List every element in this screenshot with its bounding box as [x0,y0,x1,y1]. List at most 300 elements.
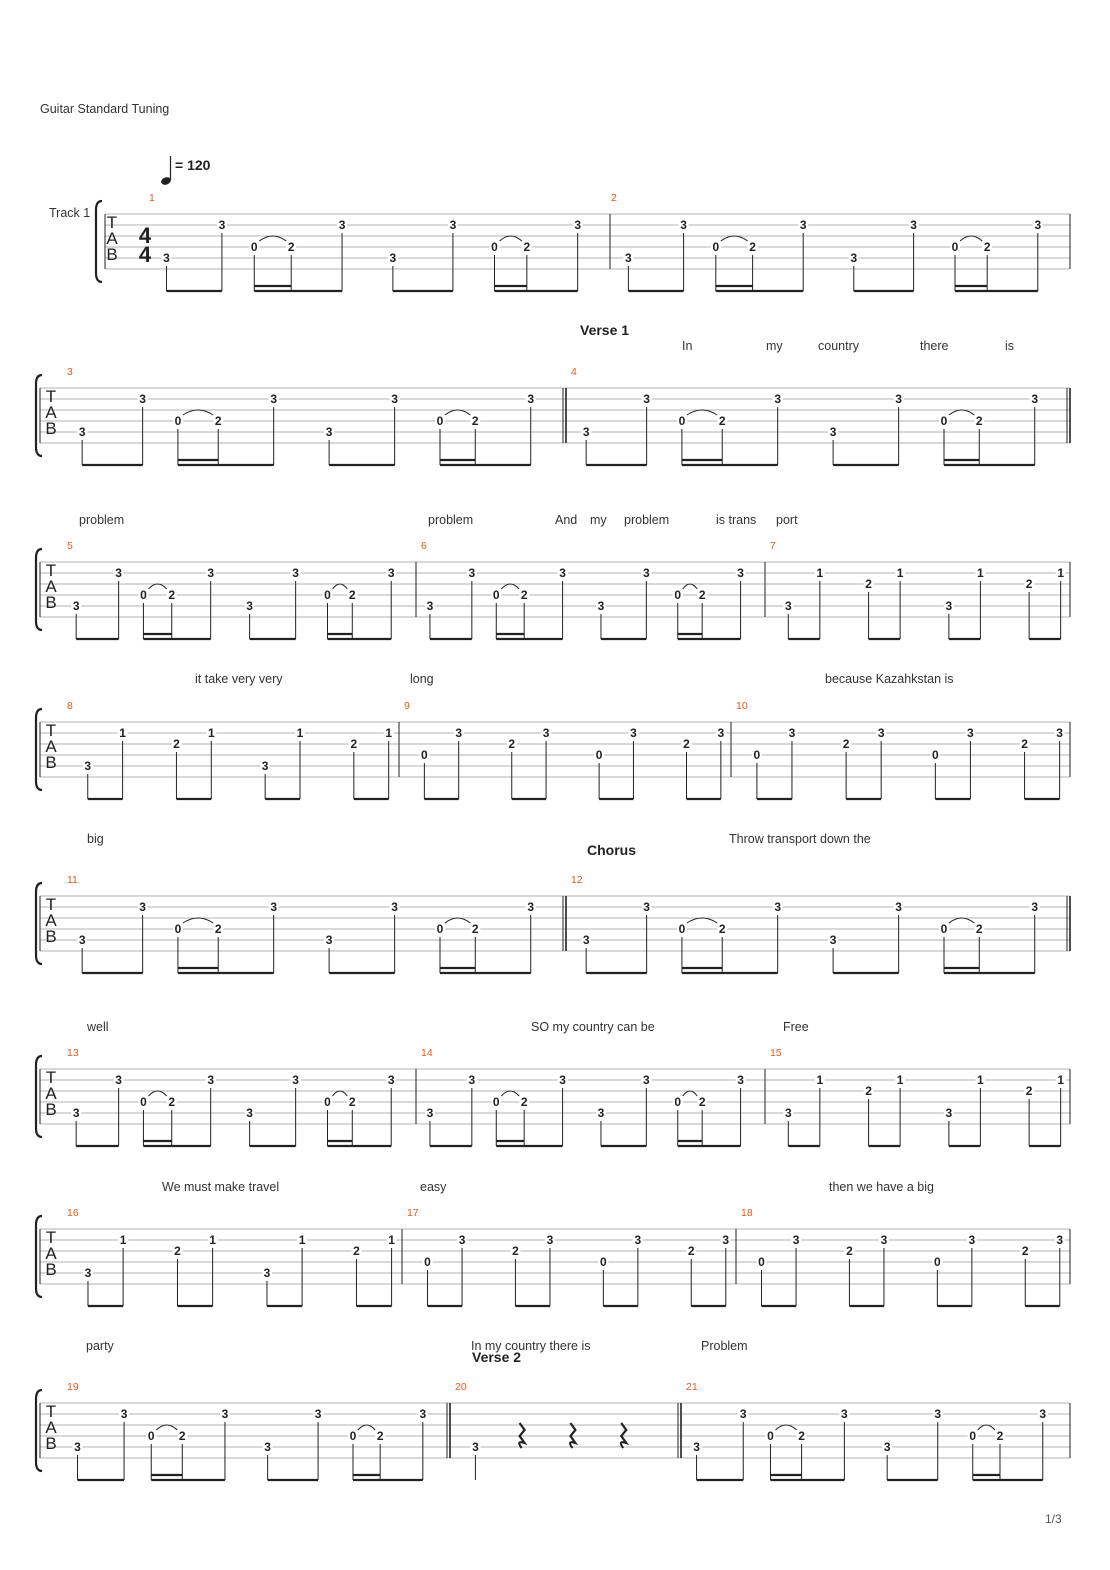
fret-number: 3 [559,566,566,580]
fret-number: 3 [449,218,457,232]
slur [721,236,748,241]
measure-number: 2 [611,192,617,204]
fret-number: 2 [520,1095,528,1109]
fret-number: 3 [967,726,974,740]
fret-number: 0 [421,748,428,762]
tab-letter-a: A [106,229,118,248]
fret-number: 3 [455,726,463,740]
fret-number: 3 [597,1106,605,1120]
measure-number: 19 [67,1381,79,1393]
fret-number: 3 [419,1407,427,1421]
fret-number: 2 [749,240,756,254]
system-bracket [36,883,42,964]
measure-11 [67,874,536,973]
fret-number: 3 [643,392,650,406]
fret-number: 2 [1025,577,1033,591]
measure-number: 7 [770,540,776,552]
fret-number: 3 [74,1440,81,1454]
fret-number: 3 [391,392,398,406]
fret-number: 3 [325,933,333,947]
measure-number: 6 [421,540,427,552]
tab-letter-t: T [45,1068,57,1087]
fret-number: 3 [895,392,902,406]
tab-letter-t: T [45,895,57,914]
fret-number: 1 [296,726,304,740]
measure-19 [67,1381,428,1480]
fret-number: 3 [737,566,744,580]
fret-number: 1 [816,1073,824,1087]
page-number: 1/3 [1045,1512,1062,1526]
system-5 [36,832,1070,973]
measure-number: 17 [407,1207,419,1219]
slur [949,918,974,923]
system-bracket [36,1216,42,1297]
fret-number: 0 [678,922,686,936]
tab-letter-a: A [45,403,57,422]
fret-number: 3 [582,933,590,947]
measure-12 [571,874,1040,973]
slur [333,1091,348,1096]
fret-number: 3 [1056,1233,1064,1247]
fret-number: 2 [698,588,706,602]
fret-number: 3 [737,1073,744,1087]
tab-letter-a: A [45,911,57,930]
measure-21 [686,1381,1048,1480]
fret-number: 1 [977,566,984,580]
measure-1 [149,192,583,291]
measure-number: 15 [770,1047,782,1059]
fret-number: 1 [977,1073,984,1087]
fret-number: 3 [774,900,782,914]
fret-number: 2 [975,414,983,428]
section-marker: Chorus [587,842,636,858]
measure-15 [770,1047,1066,1146]
measure-14 [421,1047,746,1146]
slur [501,584,519,589]
fret-number: 0 [933,1255,941,1269]
fret-number: 0 [969,1429,977,1443]
fret-number: 3 [559,1073,566,1087]
fret-number: 2 [718,414,726,428]
measure-5 [67,540,396,639]
fret-number: 3 [597,599,605,613]
fret-number: 3 [389,251,397,265]
lyric-text: problem [624,513,670,527]
fret-number: 2 [975,922,983,936]
fret-number: 0 [758,1255,765,1269]
fret-number: 3 [1039,1407,1047,1421]
fret-number: 0 [678,414,686,428]
tab-letter-t: T [45,1402,57,1421]
fret-number: 0 [940,922,948,936]
fret-number: 2 [842,737,850,751]
lyric-text: easy [420,1180,447,1194]
system-bracket [36,375,42,456]
staff-lines [40,722,1070,777]
fret-number: 0 [951,240,959,254]
tempo-marking [160,156,211,186]
fret-number: 3 [78,933,86,947]
fret-number: 3 [1031,392,1039,406]
fret-number: 3 [72,599,80,613]
fret-number: 2 [173,737,180,751]
section-marker: Verse 1 [580,322,630,338]
fret-number: 3 [115,1073,122,1087]
fret-number: 3 [574,218,582,232]
fret-number: 3 [642,1073,650,1087]
tempo-value: = 120 [175,157,211,173]
fret-number: 3 [218,218,226,232]
fret-number: 3 [546,1233,554,1247]
fret-number: 3 [1034,218,1042,232]
fret-number: 2 [983,240,991,254]
fret-number: 3 [314,1407,322,1421]
fret-number: 3 [139,392,146,406]
fret-number: 0 [140,1095,147,1109]
slur [148,1091,166,1096]
measure-number: 12 [571,874,583,886]
fret-number: 3 [680,218,687,232]
fret-number: 1 [385,726,393,740]
fret-number: 3 [880,1233,888,1247]
system-1 [96,192,1070,291]
lyric-text: long [410,672,434,686]
measure-10 [736,700,1065,799]
fret-number: 3 [458,1233,466,1247]
slur [687,410,717,415]
lyric-text: my [590,513,607,527]
slur [445,918,470,923]
fret-number: 1 [896,1073,904,1087]
measure-number: 16 [67,1207,79,1219]
section-marker: Verse 2 [472,1349,522,1365]
measure-number: 1 [149,192,155,204]
fret-number: 2 [698,1095,706,1109]
fret-number: 0 [492,588,500,602]
lyric-text: party [86,1339,114,1353]
fret-number: 3 [784,599,792,613]
quarter-rest-icon [570,1423,575,1448]
slur [978,1425,995,1430]
fret-number: 3 [261,759,269,773]
fret-number: 3 [72,1106,80,1120]
slur [683,584,697,589]
fret-number: 0 [250,240,258,254]
tab-letter-a: A [45,577,57,596]
tab-letter-b: B [45,419,57,438]
tab-letter-t: T [45,387,57,406]
slur [183,918,213,923]
fret-number: 3 [634,1233,642,1247]
system-7 [36,1180,1070,1306]
tab-letter-t: T [45,1228,57,1247]
measure-number: 21 [686,1381,698,1393]
lyric-text: In [682,339,693,353]
fret-number: 3 [207,566,215,580]
system-bracket [36,709,42,790]
lyric-text: is trans [716,513,757,527]
fret-number: 3 [883,1440,891,1454]
fret-number: 3 [850,251,858,265]
tab-letter-a: A [45,1084,57,1103]
system-3 [36,513,1070,639]
fret-number: 3 [829,933,837,947]
lyric-text: it take very very [195,672,283,686]
fret-number: 0 [712,240,720,254]
fret-number: 0 [767,1429,774,1443]
measure-number: 18 [741,1207,753,1219]
fret-number: 2 [1021,1244,1029,1258]
lyric-text: well [87,1020,109,1034]
system-bracket [36,1056,42,1137]
measure-number: 14 [421,1047,433,1059]
fret-number: 2 [178,1429,186,1443]
system-bracket [96,201,102,282]
fret-number: 0 [595,748,603,762]
measure-number: 3 [67,366,73,378]
measure-number: 10 [736,700,748,712]
fret-number: 3 [270,392,278,406]
tab-letter-b: B [45,1100,57,1119]
fret-number: 3 [968,1233,976,1247]
fret-number: 3 [542,726,550,740]
system-bracket [36,1390,42,1471]
fret-number: 2 [512,1244,519,1258]
fret-number: 3 [263,1266,271,1280]
fret-number: 3 [163,251,170,265]
fret-number: 3 [774,392,782,406]
tab-letter-t: T [45,561,57,580]
lyric-text: In my country there is [471,1339,591,1353]
staff-lines [40,1229,1070,1284]
staff-lines [40,562,1070,617]
fret-number: 2 [214,922,222,936]
slur [775,1425,796,1430]
fret-number: 0 [147,1429,155,1443]
fret-number: 0 [940,414,948,428]
fret-number: 3 [693,1440,700,1454]
fret-number: 3 [934,1407,942,1421]
fret-number: 3 [910,218,917,232]
measure-2 [611,192,1043,291]
lyric-text: SO my country can be [531,1020,655,1034]
system-2 [36,322,1070,465]
lyric-text: problem [428,513,474,527]
measure-number: 9 [404,700,410,712]
tab-letter-b: B [45,593,57,612]
slur [148,584,166,589]
fret-number: 3 [472,1440,479,1454]
fret-number: 3 [207,1073,215,1087]
fret-number: 2 [1025,1084,1033,1098]
fret-number: 0 [174,922,182,936]
fret-number: 3 [799,218,807,232]
slur [949,410,974,415]
fret-number: 3 [722,1233,730,1247]
lyric-text: Free [783,1020,809,1034]
fret-number: 3 [246,599,253,613]
fret-number: 3 [387,566,395,580]
fret-number: 1 [896,566,904,580]
fret-number: 0 [424,1255,431,1269]
slur [960,236,982,241]
fret-number: 0 [140,588,147,602]
fret-number: 0 [674,1095,682,1109]
measure-17 [407,1207,731,1306]
lyric-text: my [766,339,783,353]
fret-number: 2 [350,737,358,751]
fret-number: 3 [717,726,725,740]
tab-letter-b: B [45,753,57,772]
fret-number: 0 [492,1095,500,1109]
time-signature-bottom: 4 [138,242,152,267]
slur [183,410,213,415]
quarter-rest-icon [519,1423,524,1448]
fret-number: 2 [168,1095,176,1109]
measure-number: 11 [67,874,78,886]
system-8 [36,1339,1070,1480]
fret-number: 3 [630,726,637,740]
system-6 [36,1020,1070,1146]
fret-number: 2 [523,240,531,254]
tab-letter-b: B [106,245,118,264]
staff-lines [40,1069,1070,1124]
fret-number: 1 [388,1233,395,1247]
fret-number: 3 [391,900,398,914]
fret-number: 1 [119,726,126,740]
tab-letter-t: T [106,213,118,232]
staff-lines [40,1403,1070,1458]
fret-number: 1 [207,726,215,740]
fret-number: 3 [246,1106,253,1120]
fret-number: 2 [798,1429,805,1443]
fret-number: 0 [753,748,761,762]
fret-number: 3 [221,1407,229,1421]
tab-letter-a: A [45,1244,57,1263]
tab-letter-t: T [45,721,57,740]
lyric-text: We must make travel [162,1180,280,1194]
measure-3 [67,366,536,465]
fret-number: 2 [996,1429,1004,1443]
fret-number: 3 [829,425,837,439]
measure-number: 5 [67,540,73,552]
fret-number: 3 [527,392,535,406]
fret-number: 0 [599,1255,607,1269]
system-bracket [36,549,42,630]
fret-number: 3 [527,900,535,914]
fret-number: 0 [174,414,182,428]
fret-number: 3 [120,1407,128,1421]
system-4 [36,672,1070,799]
fret-number: 2 [846,1244,853,1258]
fret-number: 1 [1057,566,1065,580]
measure-16 [67,1207,397,1306]
fret-number: 2 [471,414,479,428]
slur [687,918,717,923]
measure-number: 8 [67,700,73,712]
slur [500,236,522,241]
fret-number: 3 [877,726,885,740]
fret-number: 0 [324,1095,331,1109]
fret-number: 0 [349,1429,357,1443]
lyric-text: country [818,339,859,353]
track-label: Track 1 [49,206,91,220]
measure-9 [404,700,726,799]
fret-number: 1 [1057,1073,1065,1087]
fret-number: 3 [625,251,632,265]
fret-number: 2 [508,737,516,751]
fret-number: 3 [945,1106,953,1120]
measure-20 [455,1381,626,1480]
lyric-text: Problem [701,1339,748,1353]
fret-number: 3 [78,425,86,439]
fret-number: 0 [674,588,682,602]
fret-number: 3 [642,566,650,580]
fret-number: 1 [298,1233,306,1247]
staff-lines [40,388,1070,443]
fret-number: 2 [348,1095,356,1109]
slur [358,1425,375,1430]
slur [683,1091,697,1096]
quarter-rest-icon [621,1423,626,1448]
lyric-text: because Kazahkstan is [825,672,954,686]
fret-number: 3 [792,1233,800,1247]
fret-number: 2 [865,577,872,591]
lyric-text: then we have a big [829,1180,934,1194]
lyric-text: And [555,513,578,527]
fret-number: 3 [582,425,590,439]
measure-6 [421,540,746,639]
measure-number: 20 [455,1381,467,1393]
fret-number: 3 [945,599,953,613]
slur [333,584,348,589]
fret-number: 2 [287,240,295,254]
fret-number: 3 [139,900,146,914]
fret-number: 3 [338,218,346,232]
fret-number: 1 [119,1233,127,1247]
fret-number: 0 [932,748,939,762]
lyric-text: port [776,513,798,527]
fret-number: 2 [1021,737,1028,751]
tab-letter-a: A [45,737,57,756]
fret-number: 3 [784,1106,792,1120]
measure-4 [571,366,1040,465]
lyric-text: problem [79,513,125,527]
fret-number: 2 [718,922,726,936]
fret-number: 2 [376,1429,384,1443]
tuning-label: Guitar Standard Tuning [40,102,170,116]
measure-13 [67,1047,396,1146]
measure-number: 4 [571,366,577,378]
fret-number: 1 [209,1233,216,1247]
fret-number: 3 [468,566,476,580]
fret-number: 2 [168,588,176,602]
tab-letter-a: A [45,1418,57,1437]
fret-number: 3 [84,1266,92,1280]
fret-number: 3 [1056,726,1063,740]
fret-number: 2 [683,737,690,751]
fret-number: 2 [348,588,356,602]
tab-letter-b: B [45,927,57,946]
measure-18 [741,1207,1065,1306]
fret-number: 2 [520,588,528,602]
time-signature-top: 4 [138,223,152,248]
fret-number: 3 [270,900,278,914]
fret-number: 1 [816,566,824,580]
fret-number: 3 [841,1407,848,1421]
lyric-text: there [920,339,949,353]
slur [445,410,470,415]
